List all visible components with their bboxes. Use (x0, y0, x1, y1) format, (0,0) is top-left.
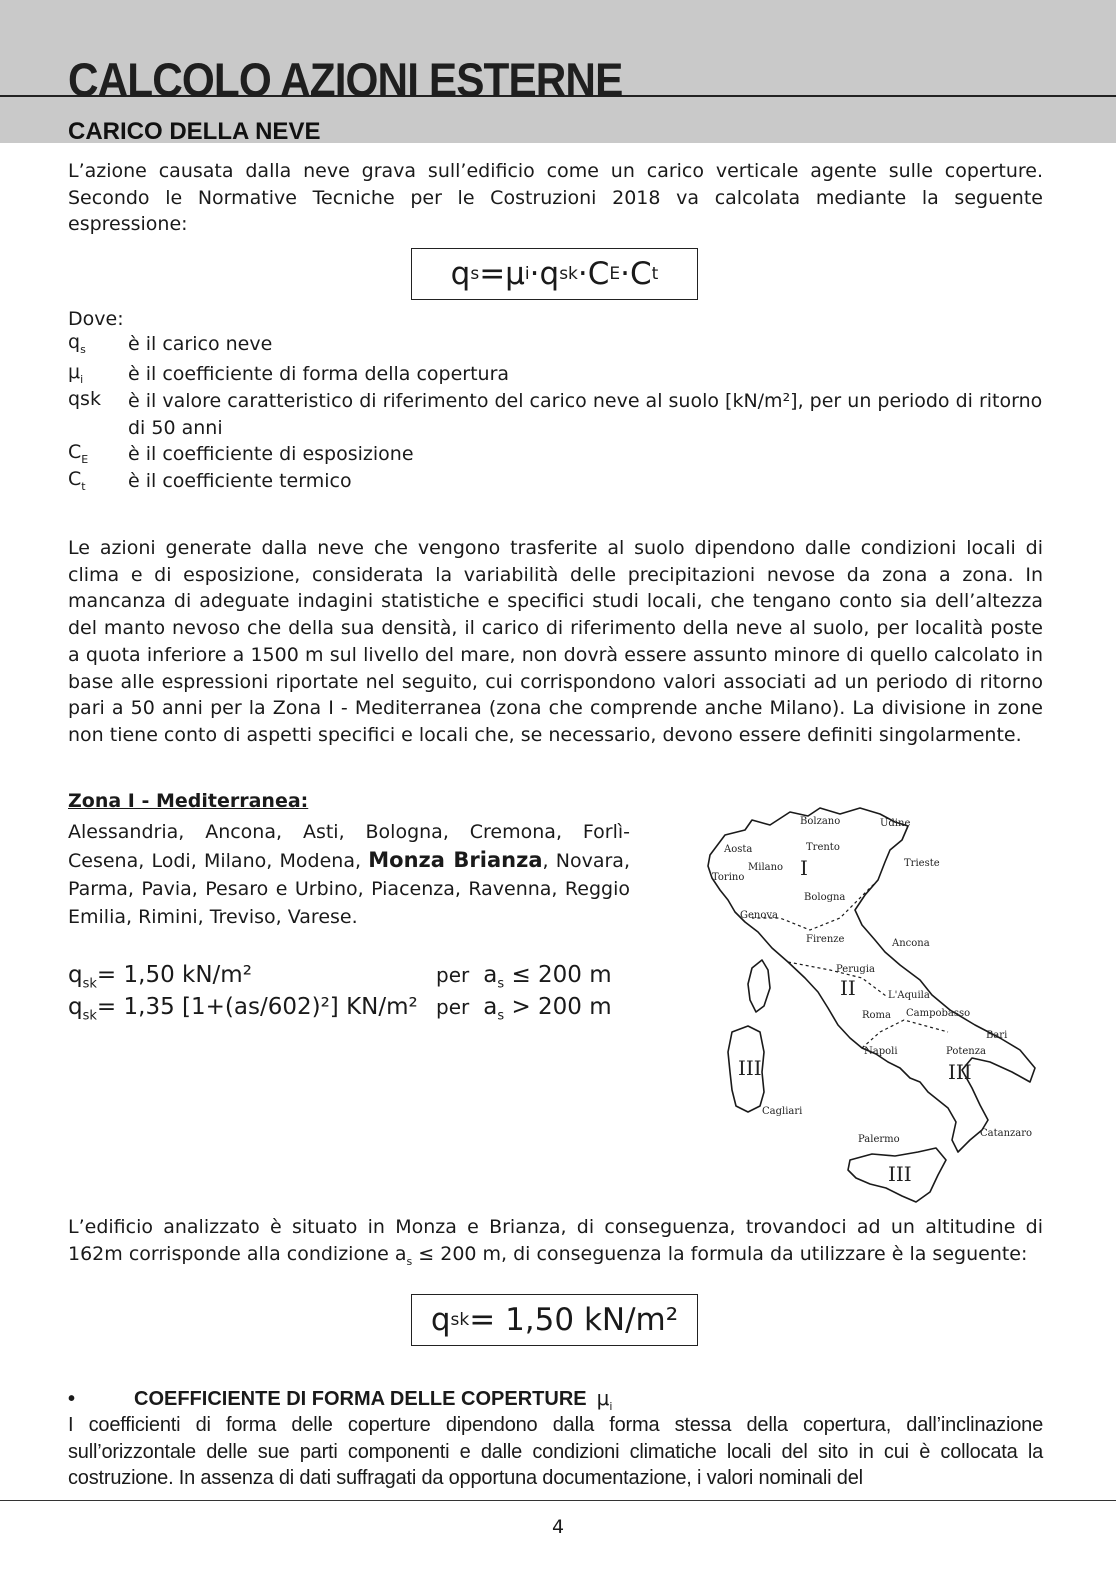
map-city-label: Aosta (724, 844, 753, 855)
map-city-label: Trieste (904, 858, 940, 869)
location-paragraph: L’edificio analizzato è situato in Monza e Brianza, di conseguenza, trovandoci ad un altitudine di 162m corrisponde alla condizione $a_s \le 200$ m, di conseguenza la formula da utilizzare è la seguente: (68, 1216, 1043, 1268)
definition-text: è il valore caratteristico di riferimento del carico neve al suolo [kN/m²], per un periodo di ritorno di 50 anni (128, 390, 1043, 439)
formula-qsk: q (539, 256, 560, 292)
italy-map-outline (690, 800, 1050, 1210)
map-city-label: Bolzano (800, 816, 841, 827)
map-city-label: L'Aquila (888, 990, 930, 1001)
map-city-label: Udine (880, 818, 911, 829)
map-city-label: Bologna (804, 892, 846, 903)
page-number: 4 (551, 1516, 565, 1538)
definition-text: è il coefficiente di forma della copertura (128, 363, 510, 385)
map-city-label: Perugia (836, 964, 875, 975)
map-city-label: Campobasso (906, 1008, 971, 1019)
definition-symbol: $\mu_i$ (68, 361, 84, 386)
map-city-label: Palermo (858, 1134, 900, 1145)
zona-city-list: Alessandria, Ancona, Asti, Bologna, Cremona, Forlì-Cesena, Lodi, Milano, Modena, Monza Brianza, Novara, Parma, Pavia, Pesaro e Urbino, Piacenza, Ravenna, Reggio Emilia, Rimini, Treviso, Varese. (68, 821, 630, 928)
footer-rule (0, 1500, 1116, 1501)
map-city-label: Cagliari (762, 1106, 803, 1117)
map-zone-label: III (738, 1056, 762, 1080)
result-formula-q: q (430, 1302, 451, 1338)
formula-ce-sub: E (609, 264, 621, 284)
page-title: CALCOLO AZIONI ESTERNE (68, 53, 623, 106)
map-city-label: Bari (986, 1030, 1008, 1041)
definition-symbol: qsk (68, 388, 101, 410)
definition-text: è il coefficiente termico (128, 470, 352, 492)
result-formula-q-sub: sk (450, 1310, 470, 1330)
formula-q: q (450, 256, 471, 292)
formula-ct-sub: t (651, 264, 659, 284)
equation-line: $q_{sk}= 1,35$ [1+(as/602)²] KN/m² (68, 994, 418, 1024)
definition-symbol: $C_E$ (68, 441, 89, 466)
formula-mu-sub: i (524, 264, 530, 284)
formula-ce: C (587, 256, 610, 292)
formula-q-sub: s (470, 264, 480, 284)
coefficient-paragraph: I coefficienti di forma delle coperture dipendono dalla forma stessa della copertura, dall’inclinazione sull’orizzontale delle sue parti componenti e dalle condizioni climatiche locali del sito in cui è collocata la costruzione. In assenza di dati suffragati da opportuna documentazione, i valori nominali del (68, 1414, 1043, 1490)
equation-condition: per $a_s > 200$ m (436, 994, 612, 1024)
formula-dot-3: · (620, 256, 631, 292)
section-heading: CARICO DELLA NEVE (68, 118, 321, 145)
result-formula-box (411, 1294, 698, 1346)
map-city-label: Roma (862, 1010, 891, 1021)
map-zone-label: III (948, 1060, 972, 1084)
coefficient-heading: • COEFFICIENTE DI FORMA DELLE COPERTURE $\mu_i$ (68, 1386, 613, 1413)
map-city-label: Genova (740, 910, 778, 921)
zona-heading: Zona I - Mediterranea: (68, 790, 309, 812)
highlighted-city: Monza Brianza (368, 848, 543, 872)
italy-snow-zone-map (690, 800, 1050, 1210)
formula-mu: μ (505, 256, 525, 292)
result-formula-rhs: = 1,50 kN/m² (469, 1302, 679, 1338)
equation-condition: per $a_s \le 200$ m (436, 962, 612, 992)
map-city-label: Firenze (806, 934, 845, 945)
formula-ct: C (630, 256, 652, 292)
map-city-label: Milano (748, 862, 784, 873)
map-zone-label: III (888, 1162, 912, 1186)
formula-dot-1: · (529, 256, 540, 292)
map-zone-label: II (840, 976, 856, 1000)
body-paragraph: Le azioni generate dalla neve che vengono trasferite al suolo dipendono dalle condizioni locali di clima e di esposizione, considerata la variabilità delle precipitazioni nevose da zona a zona. In mancanza di adeguate indagini statistiche e specifici studi locali, che tengano conto sia dell’altezza del manto nevoso che della sua densità, il carico di riferimento della neve al suolo, per località poste a quota inferiore a 1500 m sul livello del mare, non dovrà essere assunto minore di quello calcolato in base alle espressioni riportate nel seguito, cui corrispondono valori associati ad un periodo di ritorno pari a 50 anni per la Zona I - Mediterranea (zona che comprende anche Milano). La divisione in zone non tiene conto di aspetti specifici e locali che, se necessario, devono essere definiti singolarmente. (68, 537, 1043, 746)
map-city-label: Ancona (892, 938, 930, 949)
definition-symbol: $q_s$ (68, 331, 86, 356)
map-city-label: Potenza (946, 1046, 986, 1057)
map-city-label: Torino (712, 872, 745, 883)
definition-text: è il carico neve (128, 333, 273, 355)
formula-dot-2: · (577, 256, 588, 292)
formula-eq: = (479, 256, 506, 292)
map-zone-label: I (800, 856, 808, 880)
main-formula-box (411, 248, 698, 300)
definitions-label: Dove: (68, 308, 124, 330)
equation-line: $q_{sk}= 1,50$ kN/m² (68, 962, 252, 992)
map-city-label: Napoli (864, 1046, 898, 1057)
definition-symbol: $C_t$ (68, 468, 86, 493)
definition-text: è il coefficiente di esposizione (128, 443, 414, 465)
map-city-label: Trento (806, 842, 840, 853)
map-city-label: Catanzaro (980, 1128, 1033, 1139)
intro-paragraph: L’azione causata dalla neve grava sull’edificio come un carico verticale agente sulle coperture. Secondo le Normative Tecniche per le Costruzioni 2018 va calcolata mediante la seguente espressione: (68, 160, 1043, 236)
formula-qsk-sub: sk (559, 264, 578, 284)
bullet-icon: • (68, 1388, 76, 1410)
